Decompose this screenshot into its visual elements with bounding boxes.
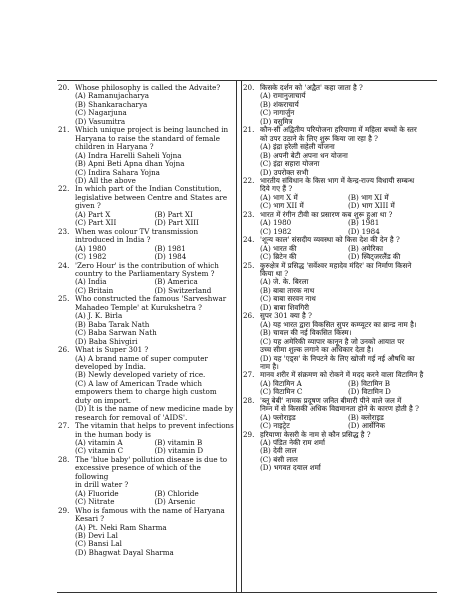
answer-option: (A) India	[75, 277, 107, 287]
answer-option: (C) Part XII	[75, 218, 117, 228]
answer-option: (A) इंद्रा हरेली सहेली योजना	[260, 142, 335, 152]
answer-option: (A) J. K. Birla	[75, 311, 123, 321]
answer-option: (D) विटामिन D	[348, 387, 391, 397]
answer-option: (B) Devi Lal	[75, 531, 118, 541]
answer-options	[75, 355, 234, 423]
answer-option: (B) Baba Tarak Nath	[75, 319, 150, 329]
answer-options	[260, 278, 436, 312]
question-text: हरियाणा केसरी के नाम से कौन प्रसिद्ध है ?	[260, 429, 371, 439]
answer-option: (D) Vasumitra	[75, 116, 126, 126]
answer-option: (C) इंद्रा सहारा योजना	[260, 159, 320, 169]
question-text: Whose philosophy is called the Advaite?	[75, 83, 221, 92]
answer-option: (D) 1984	[348, 226, 380, 236]
answer-option: (C) Baba Sarwan Nath	[75, 328, 157, 338]
answer-option: (B) 1981	[154, 243, 186, 253]
question-number: 26.	[243, 311, 255, 321]
answer-options	[260, 321, 436, 372]
question-body	[75, 262, 234, 296]
question-number: 28.	[243, 395, 255, 405]
column-divider-left	[236, 80, 237, 592]
question	[243, 126, 436, 177]
column-divider-right	[241, 80, 242, 592]
answer-options	[260, 380, 436, 397]
question	[243, 211, 436, 236]
answer-option: (B) भाग XI में	[348, 192, 389, 202]
answer-option: (A) 1980	[260, 218, 292, 228]
answer-option: (B) 1981	[348, 218, 380, 228]
answer-option: (D) 1984	[154, 252, 187, 262]
answer-option: (B) Shankaracharya	[75, 99, 148, 109]
question-text: भारतीय संविधान के किस भाग में केन्द्र-राज्य विधायी सम्बन्ध दिये गए हैं ?	[260, 175, 415, 194]
question-body	[260, 431, 436, 473]
question-body	[75, 422, 234, 456]
answer-options	[260, 92, 436, 126]
answer-options	[260, 194, 436, 211]
question-number: 26.	[58, 345, 70, 355]
answer-option: (C) विटामिन C	[260, 387, 303, 397]
answer-option: (D) भगवत दयाल शर्मा	[260, 463, 321, 473]
question	[58, 507, 234, 558]
answer-options	[75, 278, 234, 295]
question	[243, 312, 436, 371]
question	[243, 84, 436, 126]
question-text: किसके दर्शन को 'अद्वैत' कहा जाता है ?	[260, 83, 363, 92]
question-body	[75, 456, 234, 507]
question-text: Who is famous with the name of Haryana Kesari ?	[75, 505, 225, 524]
answer-option: (B) अपनी बेटी अपना धन योजना	[260, 150, 348, 160]
answer-option: (D) Bhagwat Dayal Sharma	[75, 547, 174, 557]
question-body	[260, 177, 436, 211]
answer-option: (B) बाबा तारक नाथ	[260, 285, 315, 295]
answer-option: (B) Apni Beti Apna dhan Yojna	[75, 159, 185, 169]
answer-option: (A) पंडित नेकी राम शर्मा	[260, 438, 325, 448]
answer-options	[260, 143, 436, 177]
answer-option: (C) Nitrate	[75, 497, 115, 507]
answer-option: (D) बाबा शिवगिरी	[260, 302, 310, 312]
question-number: 20.	[58, 83, 70, 92]
answer-option: (C) 1982	[260, 226, 292, 236]
question-body	[260, 84, 436, 126]
question-text: What is Super 301 ?	[75, 345, 149, 355]
answer-option: (A) भारत की	[260, 243, 297, 253]
answer-option: (B) vitamin B	[154, 438, 203, 448]
question	[58, 295, 234, 346]
answer-option: (B) विटामिन B	[348, 378, 390, 388]
question-text: मानव शरीर में संक्रमण को रोकने में मदद करने वाला विटामिन है	[260, 370, 424, 380]
question-body	[75, 126, 234, 185]
question-text: Who constructed the famous 'Sarveshwar Mahadeo Temple' at Kurukshetra ?	[75, 294, 227, 312]
question-text: 'Zero Hour' is the contribution of which country to the Parliamentary System ?	[75, 260, 219, 278]
question-text: 'शून्य काल' संसदीय व्यवस्था को किस देश की देन है ?	[260, 235, 400, 245]
question-number: 22.	[58, 184, 70, 194]
answer-options	[75, 92, 234, 126]
answer-option: (D) वसुमित्र	[260, 116, 293, 126]
question-body	[260, 262, 436, 313]
answer-option: (A) जे. के. बिरला	[260, 277, 309, 287]
answer-option: (A) भाग X में	[260, 192, 298, 202]
question	[243, 262, 436, 313]
answer-option: (D) यह 'एड्स' के निपटने के लिए खोजी गई नई औषधि का नाम है।	[260, 353, 415, 371]
question-text: कौन-सी अद्वितीय परियोजना हरियाणा में महिला बच्चों के स्तर को उपर उठाने के लिए शुरू किया जा रहा है ?	[260, 125, 417, 143]
question-body	[260, 236, 436, 261]
answer-option: (D) Switzerland	[154, 285, 212, 295]
answer-option: (C) ब्रिटेन की	[260, 252, 297, 262]
question	[58, 126, 234, 185]
question-text: सुपर 301 क्या है ?	[260, 311, 312, 321]
question	[58, 422, 234, 456]
hindi-questions-column	[243, 84, 436, 473]
answer-options	[260, 245, 436, 262]
question-number: 28.	[58, 454, 70, 464]
answer-option: (D) All the above	[75, 175, 136, 185]
question-body	[75, 507, 234, 558]
question-body	[75, 228, 234, 262]
answer-options	[75, 490, 234, 507]
answer-option: (C) नागार्जुन	[260, 108, 295, 118]
answer-options	[75, 152, 234, 186]
answer-option: (D) आर्सेनिक	[348, 421, 385, 431]
answer-option: (D) उपरोक्त सभी	[260, 167, 309, 177]
question-text: In which part of the Indian Constitution, legislative between Centre and States are given ?	[75, 184, 228, 211]
question	[243, 236, 436, 261]
question-text: 'ब्लू बेबी' नामक प्रदूषण जनित बीमारी पीने वाले जल में निम्न में से किसकी अधिक विद्यमानता होने के कारण होती है ?	[260, 395, 419, 414]
answer-option: (A) Fluoride	[75, 488, 119, 498]
question	[58, 262, 234, 296]
question	[58, 228, 234, 262]
answer-option: (D) भाग XIII में	[348, 201, 395, 211]
answer-option: (C) बाबा सरवन नाथ	[260, 294, 316, 304]
answer-option: (D) Baba Shivgiri	[75, 336, 138, 346]
answer-option: (C) 1982	[75, 252, 107, 262]
question	[58, 456, 234, 507]
question	[58, 346, 234, 422]
question-body	[260, 126, 436, 177]
answer-option: (B) अमेरिका	[348, 243, 383, 253]
answer-option: (C) बंसी लाल	[260, 454, 298, 464]
answer-options	[75, 211, 234, 228]
question-text: भारत में रंगीन टीवी का प्रसारण कब शुरू हुआ था ?	[260, 209, 393, 219]
answer-option: (A) Part X	[75, 209, 111, 219]
answer-option: (B) Newly developed variety of rice.	[75, 370, 206, 380]
answer-options	[75, 439, 234, 456]
answer-options	[75, 312, 234, 346]
answer-option: (A) Pt. Neki Ram Sharma	[75, 522, 167, 532]
question-number: 23.	[58, 226, 70, 236]
answer-option: (A) रामानुजाचार्य	[260, 91, 306, 101]
answer-option: (B) क्लोराइड	[348, 412, 384, 422]
answer-option: (B) America	[154, 277, 198, 287]
question-number: 25.	[243, 260, 255, 270]
answer-option: (A) Indra Harelli Saheli Yojna	[75, 150, 182, 160]
answer-option: (C) Indira Sahara Yojna	[75, 167, 160, 177]
question-text: कुरुक्षेत्र में प्रसिद्ध 'सर्वेश्वर महादेव मंदिर' का निर्माण किसने किया था ?	[260, 260, 412, 278]
question-number: 22.	[243, 175, 255, 185]
answer-option: (C) यह अमेरिकी व्यापार कानून है जो उनको आयात पर उच्च सीमा शुल्क लगाने का अधिकार देता है।	[260, 336, 405, 355]
question-body	[260, 312, 436, 371]
english-questions-column	[58, 84, 234, 557]
top-rule	[57, 80, 437, 81]
answer-option: (A) फ्लोराइड	[260, 412, 296, 422]
question-number: 21.	[243, 125, 255, 135]
answer-option: (B) Part XI	[154, 209, 193, 219]
answer-option: (C) Bansi Lal	[75, 539, 122, 549]
question-body	[75, 295, 234, 346]
question-number: 20.	[243, 83, 255, 92]
question-number: 23.	[243, 209, 255, 219]
question-number: 27.	[58, 421, 70, 431]
question-text: When was colour TV transmission introduced in India ?	[75, 226, 199, 245]
answer-options	[260, 439, 436, 473]
answer-option: (A) vitamin A	[75, 438, 123, 448]
question-text: Which unique project is being launched in Haryana to raise the standard of female children in Haryana ?	[75, 125, 229, 152]
question-body	[75, 185, 234, 227]
question-number: 24.	[243, 235, 255, 245]
question-body	[260, 397, 436, 431]
question-number: 24.	[58, 260, 70, 270]
answer-option: (B) चावल की नई विकसित किस्म।	[260, 328, 352, 338]
answer-option: (B) देवी लाल	[260, 446, 297, 456]
answer-option: (D) It is the name of new medicine made by research for removal of 'AIDS'.	[75, 404, 234, 422]
question-text: The vitamin that helps to prevent infections in the human body is	[75, 421, 234, 439]
answer-option: (A) Ramanujacharya	[75, 91, 150, 101]
question	[58, 84, 234, 126]
question-body	[260, 371, 436, 396]
question-text: The 'blue baby' pollution disease is due to excessive presence of which of the following in drill water ?	[75, 454, 228, 490]
question-number: 29.	[243, 429, 255, 439]
answer-option: (C) भाग XII में	[260, 201, 304, 211]
answer-option: (A) यह भारत द्वारा विकसित सुपर कम्प्यूटर का ब्रान्ड नाम है।	[260, 319, 417, 329]
answer-options	[260, 414, 436, 431]
answer-option: (A) विटामिन A	[260, 378, 302, 388]
answer-options	[75, 524, 234, 558]
question	[243, 371, 436, 396]
question-body	[260, 211, 436, 236]
answer-option: (C) Nagarjuna	[75, 108, 127, 118]
question-number: 29.	[58, 505, 70, 515]
answer-option: (D) Arsenic	[154, 497, 196, 507]
answer-options	[260, 219, 436, 236]
question	[243, 431, 436, 473]
question	[243, 397, 436, 431]
question-number: 27.	[243, 370, 255, 380]
answer-option: (A) A brand name of super computer developed by India.	[75, 353, 208, 371]
question-body	[75, 346, 234, 422]
answer-options	[75, 245, 234, 262]
question-number: 25.	[58, 294, 70, 304]
bottom-rule	[57, 592, 437, 593]
answer-option: (B) शंकराचार्य	[260, 99, 299, 109]
answer-option: (D) vitamin D	[154, 446, 204, 456]
answer-option: (A) 1980	[75, 243, 107, 253]
question	[58, 185, 234, 227]
answer-option: (D) स्विट्जरलैंड की	[348, 252, 401, 262]
answer-option: (C) A law of American Trade which empowers them to charge high custom duty on import.	[75, 378, 217, 405]
question-body	[75, 84, 234, 126]
answer-option: (C) Britain	[75, 285, 114, 295]
question-number: 21.	[58, 125, 70, 135]
answer-option: (C) नाइट्रेट	[260, 421, 290, 431]
answer-option: (C) vitamin C	[75, 446, 124, 456]
answer-option: (B) Chloride	[154, 488, 199, 498]
answer-option: (D) Part XIII	[154, 218, 199, 228]
question	[243, 177, 436, 211]
